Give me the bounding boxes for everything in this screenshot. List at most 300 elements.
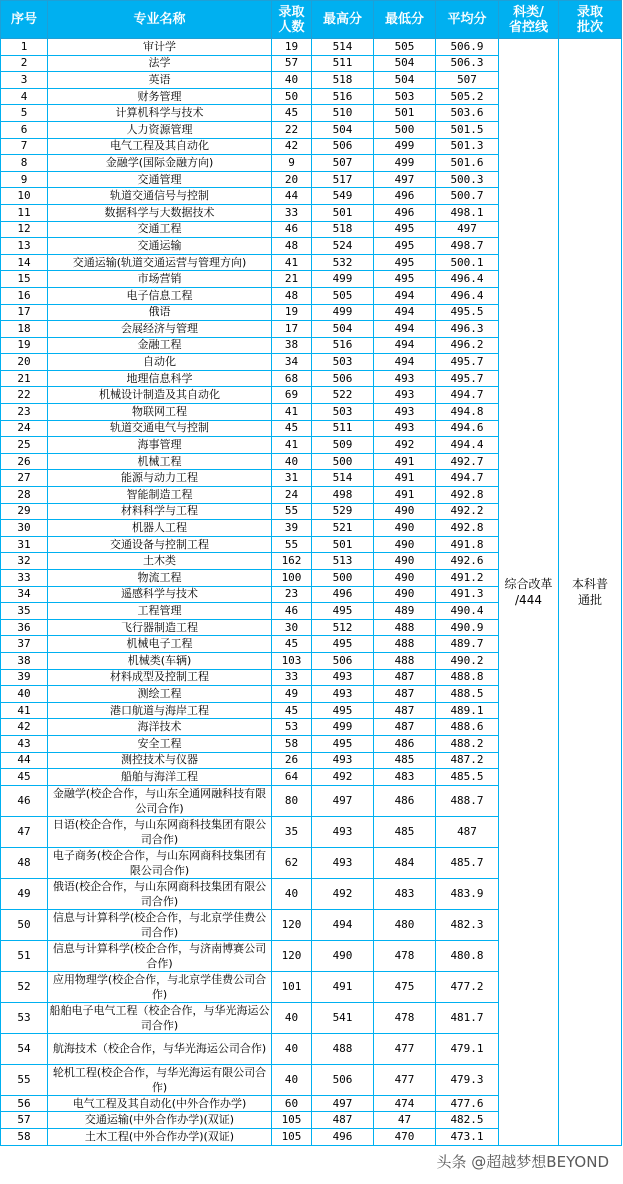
min-score-cell: 497	[374, 171, 436, 188]
max-score-cell: 488	[312, 1033, 374, 1064]
enrolled-cell: 40	[272, 878, 312, 909]
min-score-cell: 496	[374, 188, 436, 205]
seq-cell: 23	[1, 404, 48, 421]
avg-score-cell: 500.3	[436, 171, 499, 188]
max-score-cell: 503	[312, 404, 374, 421]
seq-cell: 44	[1, 752, 48, 769]
min-score-cell: 491	[374, 470, 436, 487]
enrolled-cell: 9	[272, 155, 312, 172]
max-score-cell: 499	[312, 719, 374, 736]
avg-score-cell: 490.4	[436, 603, 499, 620]
max-score-cell: 505	[312, 287, 374, 304]
seq-cell: 57	[1, 1112, 48, 1129]
seq-cell: 4	[1, 88, 48, 105]
avg-score-cell: 492.8	[436, 487, 499, 504]
enrolled-cell: 48	[272, 238, 312, 255]
major-name-cell: 地理信息科学	[48, 370, 272, 387]
avg-score-cell: 483.9	[436, 878, 499, 909]
avg-score-cell: 494.7	[436, 470, 499, 487]
avg-score-cell: 495.7	[436, 354, 499, 371]
major-name-cell: 计算机科学与技术	[48, 105, 272, 122]
enrolled-cell: 55	[272, 536, 312, 553]
enrolled-cell: 44	[272, 188, 312, 205]
major-name-cell: 俄语	[48, 304, 272, 321]
major-name-cell: 测控技术与仪器	[48, 752, 272, 769]
enrolled-cell: 68	[272, 370, 312, 387]
avg-score-cell: 507	[436, 72, 499, 89]
avg-score-cell: 498.7	[436, 238, 499, 255]
seq-cell: 40	[1, 686, 48, 703]
seq-cell: 33	[1, 570, 48, 587]
avg-score-cell: 500.1	[436, 254, 499, 271]
min-score-cell: 491	[374, 453, 436, 470]
avg-score-cell: 487	[436, 816, 499, 847]
enrolled-cell: 22	[272, 121, 312, 138]
max-score-cell: 511	[312, 420, 374, 437]
min-score-cell: 493	[374, 404, 436, 421]
max-score-cell: 497	[312, 785, 374, 816]
enrolled-cell: 31	[272, 470, 312, 487]
min-score-cell: 496	[374, 204, 436, 221]
avg-score-cell: 487.2	[436, 752, 499, 769]
category-merged-cell: 综合改革 /444	[499, 39, 559, 1146]
min-score-cell: 484	[374, 847, 436, 878]
enrolled-cell: 57	[272, 55, 312, 72]
max-score-cell: 504	[312, 121, 374, 138]
major-name-cell: 金融学(国际金融方向)	[48, 155, 272, 172]
major-name-cell: 交通管理	[48, 171, 272, 188]
major-name-cell: 轨道交通信号与控制	[48, 188, 272, 205]
seq-cell: 2	[1, 55, 48, 72]
avg-score-cell: 497	[436, 221, 499, 238]
enrolled-cell: 50	[272, 88, 312, 105]
major-name-cell: 工程管理	[48, 603, 272, 620]
enrolled-cell: 41	[272, 404, 312, 421]
enrolled-cell: 49	[272, 686, 312, 703]
major-name-cell: 船舶与海洋工程	[48, 769, 272, 786]
min-score-cell: 490	[374, 520, 436, 537]
avg-score-cell: 481.7	[436, 1002, 499, 1033]
seq-cell: 48	[1, 847, 48, 878]
avg-score-cell: 506.3	[436, 55, 499, 72]
max-score-cell: 499	[312, 271, 374, 288]
min-score-cell: 483	[374, 878, 436, 909]
max-score-cell: 494	[312, 909, 374, 940]
enrolled-cell: 40	[272, 72, 312, 89]
max-score-cell: 492	[312, 769, 374, 786]
min-score-cell: 480	[374, 909, 436, 940]
major-name-cell: 交通运输	[48, 238, 272, 255]
avg-score-cell: 496.3	[436, 321, 499, 338]
major-name-cell: 土木类	[48, 553, 272, 570]
major-name-cell: 机械类(车辆)	[48, 652, 272, 669]
enrolled-cell: 26	[272, 752, 312, 769]
min-score-cell: 495	[374, 254, 436, 271]
major-name-cell: 轨道交通电气与控制	[48, 420, 272, 437]
major-name-cell: 信息与计算科学(校企合作，与济南博赛公司合作)	[48, 940, 272, 971]
seq-cell: 47	[1, 816, 48, 847]
seq-cell: 32	[1, 553, 48, 570]
seq-cell: 35	[1, 603, 48, 620]
seq-cell: 39	[1, 669, 48, 686]
enrolled-cell: 40	[272, 1064, 312, 1095]
max-score-cell: 511	[312, 55, 374, 72]
enrolled-cell: 40	[272, 453, 312, 470]
max-score-cell: 493	[312, 816, 374, 847]
min-score-cell: 475	[374, 971, 436, 1002]
header-enrolled: 录取 人数	[272, 1, 312, 39]
avg-score-cell: 491.2	[436, 570, 499, 587]
min-score-cell: 488	[374, 619, 436, 636]
header-row	[1, 1, 622, 39]
enrolled-cell: 55	[272, 503, 312, 520]
major-name-cell: 海洋技术	[48, 719, 272, 736]
enrolled-cell: 30	[272, 619, 312, 636]
enrolled-cell: 33	[272, 669, 312, 686]
major-name-cell: 金融学(校企合作，与山东全通网融科技有限公司合作)	[48, 785, 272, 816]
min-score-cell: 490	[374, 536, 436, 553]
min-score-cell: 474	[374, 1095, 436, 1112]
min-score-cell: 493	[374, 387, 436, 404]
enrolled-cell: 38	[272, 337, 312, 354]
enrolled-cell: 40	[272, 1033, 312, 1064]
major-name-cell: 港口航道与海岸工程	[48, 702, 272, 719]
max-score-cell: 500	[312, 570, 374, 587]
seq-cell: 15	[1, 271, 48, 288]
max-score-cell: 487	[312, 1112, 374, 1129]
min-score-cell: 477	[374, 1033, 436, 1064]
seq-cell: 19	[1, 337, 48, 354]
seq-cell: 14	[1, 254, 48, 271]
major-name-cell: 日语(校企合作，与山东网商科技集团有限公司合作)	[48, 816, 272, 847]
seq-cell: 6	[1, 121, 48, 138]
min-score-cell: 504	[374, 72, 436, 89]
avg-score-cell: 501.3	[436, 138, 499, 155]
avg-score-cell: 477.6	[436, 1095, 499, 1112]
max-score-cell: 493	[312, 847, 374, 878]
enrolled-cell: 103	[272, 652, 312, 669]
major-name-cell: 俄语(校企合作，与山东网商科技集团有限公司合作)	[48, 878, 272, 909]
min-score-cell: 485	[374, 752, 436, 769]
max-score-cell: 524	[312, 238, 374, 255]
enrolled-cell: 21	[272, 271, 312, 288]
avg-score-cell: 494.8	[436, 404, 499, 421]
avg-score-cell: 480.8	[436, 940, 499, 971]
enrolled-cell: 120	[272, 940, 312, 971]
seq-cell: 43	[1, 735, 48, 752]
min-score-cell: 495	[374, 271, 436, 288]
min-score-cell: 487	[374, 702, 436, 719]
min-score-cell: 501	[374, 105, 436, 122]
batch-merged-cell: 本科普 通批	[559, 39, 622, 1146]
enrolled-cell: 62	[272, 847, 312, 878]
seq-cell: 20	[1, 354, 48, 371]
avg-score-cell: 496.4	[436, 287, 499, 304]
max-score-cell: 504	[312, 321, 374, 338]
max-score-cell: 541	[312, 1002, 374, 1033]
major-name-cell: 会展经济与管理	[48, 321, 272, 338]
seq-cell: 53	[1, 1002, 48, 1033]
min-score-cell: 494	[374, 337, 436, 354]
seq-cell: 52	[1, 971, 48, 1002]
avg-score-cell: 479.3	[436, 1064, 499, 1095]
enrolled-cell: 45	[272, 420, 312, 437]
major-name-cell: 材料成型及控制工程	[48, 669, 272, 686]
min-score-cell: 487	[374, 669, 436, 686]
avg-score-cell: 488.2	[436, 735, 499, 752]
table-body	[1, 39, 622, 1146]
avg-score-cell: 491.8	[436, 536, 499, 553]
seq-cell: 29	[1, 503, 48, 520]
header-avg-score: 平均分	[436, 1, 499, 39]
min-score-cell: 488	[374, 652, 436, 669]
major-name-cell: 电气工程及其自动化(中外合作办学)	[48, 1095, 272, 1112]
major-name-cell: 测绘工程	[48, 686, 272, 703]
min-score-cell: 495	[374, 238, 436, 255]
enrolled-cell: 80	[272, 785, 312, 816]
seq-cell: 24	[1, 420, 48, 437]
seq-cell: 27	[1, 470, 48, 487]
header-seq: 序号	[1, 1, 48, 39]
min-score-cell: 490	[374, 570, 436, 587]
major-name-cell: 航海技术（校企合作，与华光海运公司合作)	[48, 1033, 272, 1064]
major-name-cell: 安全工程	[48, 735, 272, 752]
avg-score-cell: 482.5	[436, 1112, 499, 1129]
max-score-cell: 514	[312, 470, 374, 487]
enrolled-cell: 33	[272, 204, 312, 221]
avg-score-cell: 501.5	[436, 121, 499, 138]
seq-cell: 17	[1, 304, 48, 321]
major-name-cell: 机械设计制造及其自动化	[48, 387, 272, 404]
major-name-cell: 人力资源管理	[48, 121, 272, 138]
avg-score-cell: 503.6	[436, 105, 499, 122]
avg-score-cell: 494.6	[436, 420, 499, 437]
max-score-cell: 517	[312, 171, 374, 188]
avg-score-cell: 490.9	[436, 619, 499, 636]
max-score-cell: 513	[312, 553, 374, 570]
min-score-cell: 487	[374, 719, 436, 736]
max-score-cell: 501	[312, 536, 374, 553]
enrolled-cell: 45	[272, 702, 312, 719]
min-score-cell: 490	[374, 553, 436, 570]
seq-cell: 8	[1, 155, 48, 172]
max-score-cell: 522	[312, 387, 374, 404]
enrolled-cell: 53	[272, 719, 312, 736]
enrolled-cell: 105	[272, 1128, 312, 1145]
enrolled-cell: 41	[272, 437, 312, 454]
max-score-cell: 506	[312, 1064, 374, 1095]
header-batch: 录取 批次	[559, 1, 622, 39]
max-score-cell: 510	[312, 105, 374, 122]
enrolled-cell: 45	[272, 636, 312, 653]
enrolled-cell: 42	[272, 138, 312, 155]
min-score-cell: 494	[374, 304, 436, 321]
max-score-cell: 516	[312, 88, 374, 105]
seq-cell: 22	[1, 387, 48, 404]
seq-cell: 18	[1, 321, 48, 338]
major-name-cell: 自动化	[48, 354, 272, 371]
enrolled-cell: 20	[272, 171, 312, 188]
min-score-cell: 494	[374, 354, 436, 371]
watermark-text: 头条 @超越梦想BEYOND	[436, 1153, 609, 1171]
enrolled-cell: 23	[272, 586, 312, 603]
avg-score-cell: 496.4	[436, 271, 499, 288]
major-name-cell: 交通运输(中外合作办学)(双证)	[48, 1112, 272, 1129]
max-score-cell: 521	[312, 520, 374, 537]
major-name-cell: 机械电子工程	[48, 636, 272, 653]
max-score-cell: 514	[312, 39, 374, 56]
seq-cell: 51	[1, 940, 48, 971]
seq-cell: 56	[1, 1095, 48, 1112]
min-score-cell: 483	[374, 769, 436, 786]
enrolled-cell: 19	[272, 304, 312, 321]
min-score-cell: 487	[374, 686, 436, 703]
header-major: 专业名称	[48, 1, 272, 39]
major-name-cell: 物流工程	[48, 570, 272, 587]
max-score-cell: 518	[312, 221, 374, 238]
seq-cell: 58	[1, 1128, 48, 1145]
avg-score-cell: 492.8	[436, 520, 499, 537]
avg-score-cell: 477.2	[436, 971, 499, 1002]
max-score-cell: 516	[312, 337, 374, 354]
major-name-cell: 机械工程	[48, 453, 272, 470]
min-score-cell: 499	[374, 138, 436, 155]
major-name-cell: 海事管理	[48, 437, 272, 454]
max-score-cell: 495	[312, 735, 374, 752]
seq-cell: 30	[1, 520, 48, 537]
enrolled-cell: 69	[272, 387, 312, 404]
enrolled-cell: 19	[272, 39, 312, 56]
max-score-cell: 506	[312, 370, 374, 387]
seq-cell: 36	[1, 619, 48, 636]
enrolled-cell: 39	[272, 520, 312, 537]
max-score-cell: 532	[312, 254, 374, 271]
max-score-cell: 518	[312, 72, 374, 89]
major-name-cell: 物联网工程	[48, 404, 272, 421]
avg-score-cell: 500.7	[436, 188, 499, 205]
header-max-score: 最高分	[312, 1, 374, 39]
enrolled-cell: 60	[272, 1095, 312, 1112]
max-score-cell: 549	[312, 188, 374, 205]
max-score-cell: 507	[312, 155, 374, 172]
enrolled-cell: 34	[272, 354, 312, 371]
min-score-cell: 478	[374, 1002, 436, 1033]
major-name-cell: 智能制造工程	[48, 487, 272, 504]
major-name-cell: 数据科学与大数据技术	[48, 204, 272, 221]
max-score-cell: 501	[312, 204, 374, 221]
enrolled-cell: 64	[272, 769, 312, 786]
major-name-cell: 审计学	[48, 39, 272, 56]
seq-cell: 26	[1, 453, 48, 470]
max-score-cell: 493	[312, 669, 374, 686]
seq-cell: 37	[1, 636, 48, 653]
avg-score-cell: 505.2	[436, 88, 499, 105]
enrolled-cell: 105	[272, 1112, 312, 1129]
min-score-cell: 486	[374, 785, 436, 816]
min-score-cell: 486	[374, 735, 436, 752]
avg-score-cell: 488.7	[436, 785, 499, 816]
major-name-cell: 船舶电子电气工程（校企合作，与华光海运公司合作)	[49, 1003, 270, 1032]
seq-cell: 21	[1, 370, 48, 387]
avg-score-cell: 495.5	[436, 304, 499, 321]
major-name-cell: 飞行器制造工程	[48, 619, 272, 636]
enrolled-cell: 162	[272, 553, 312, 570]
major-name-cell: 交通设备与控制工程	[48, 536, 272, 553]
avg-score-cell: 479.1	[436, 1033, 499, 1064]
seq-cell: 1	[1, 39, 48, 56]
major-name-cell: 机器人工程	[48, 520, 272, 537]
max-score-cell: 493	[312, 752, 374, 769]
min-score-cell: 495	[374, 221, 436, 238]
enrolled-cell: 100	[272, 570, 312, 587]
avg-score-cell: 498.1	[436, 204, 499, 221]
max-score-cell: 498	[312, 487, 374, 504]
avg-score-cell: 488.5	[436, 686, 499, 703]
major-name-cell: 遥感科学与技术	[48, 586, 272, 603]
seq-cell: 50	[1, 909, 48, 940]
enrolled-cell: 40	[272, 1002, 312, 1033]
table-row	[1, 39, 622, 56]
min-score-cell: 477	[374, 1064, 436, 1095]
enrolled-cell: 48	[272, 287, 312, 304]
min-score-cell: 488	[374, 636, 436, 653]
avg-score-cell: 492.2	[436, 503, 499, 520]
seq-cell: 54	[1, 1033, 48, 1064]
major-name-cell: 土木工程(中外合作办学)(双证)	[48, 1128, 272, 1145]
enrolled-cell: 45	[272, 105, 312, 122]
min-score-cell: 494	[374, 321, 436, 338]
max-score-cell: 495	[312, 603, 374, 620]
avg-score-cell: 489.7	[436, 636, 499, 653]
seq-cell: 41	[1, 702, 48, 719]
max-score-cell: 512	[312, 619, 374, 636]
seq-cell: 38	[1, 652, 48, 669]
avg-score-cell: 496.2	[436, 337, 499, 354]
seq-cell: 13	[1, 238, 48, 255]
min-score-cell: 503	[374, 88, 436, 105]
seq-cell: 12	[1, 221, 48, 238]
max-score-cell: 529	[312, 503, 374, 520]
seq-cell: 10	[1, 188, 48, 205]
seq-cell: 42	[1, 719, 48, 736]
seq-cell: 25	[1, 437, 48, 454]
major-name-cell: 法学	[48, 55, 272, 72]
max-score-cell: 495	[312, 702, 374, 719]
avg-score-cell: 494.7	[436, 387, 499, 404]
enrolled-cell: 46	[272, 603, 312, 620]
max-score-cell: 506	[312, 652, 374, 669]
avg-score-cell: 485.5	[436, 769, 499, 786]
avg-score-cell: 495.7	[436, 370, 499, 387]
min-score-cell: 494	[374, 287, 436, 304]
seq-cell: 49	[1, 878, 48, 909]
max-score-cell: 491	[312, 971, 374, 1002]
max-score-cell: 506	[312, 138, 374, 155]
min-score-cell: 500	[374, 121, 436, 138]
major-name-cell: 英语	[48, 72, 272, 89]
enrolled-cell: 35	[272, 816, 312, 847]
major-name-cell: 应用物理学(校企合作，与北京学佳费公司合作)	[48, 971, 272, 1002]
major-name-cell: 材料科学与工程	[48, 503, 272, 520]
min-score-cell: 491	[374, 487, 436, 504]
min-score-cell: 490	[374, 503, 436, 520]
min-score-cell: 490	[374, 586, 436, 603]
min-score-cell: 505	[374, 39, 436, 56]
min-score-cell: 478	[374, 940, 436, 971]
max-score-cell: 500	[312, 453, 374, 470]
avg-score-cell: 490.2	[436, 652, 499, 669]
avg-score-cell: 492.7	[436, 453, 499, 470]
